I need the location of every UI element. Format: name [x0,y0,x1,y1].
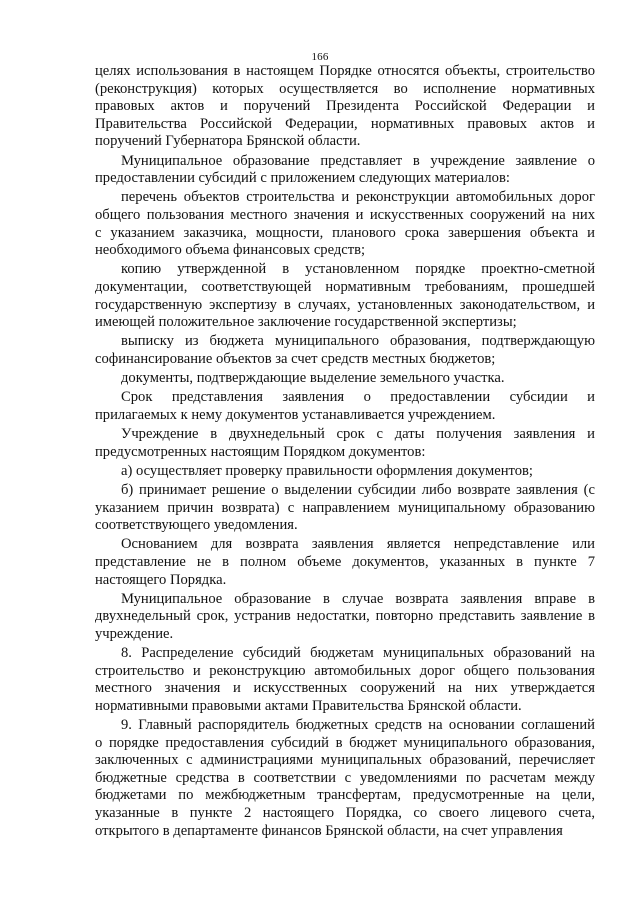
paragraph-p14 [95,717,595,840]
paragraph-p8 [95,426,595,461]
paragraph-line: двухнедельный срок, устранив недостатки, повторно представить заявление в [95,608,595,625]
paragraph-line: поручений Губернатора Брянской области. [95,133,361,150]
paragraph-line: заключенных с администрациями муниципальных образований, перечисляет [95,752,595,769]
paragraph-line: прилагаемых к нему документов устанавливается учреждением. [95,406,496,423]
paragraph-line: а) осуществляет проверку правильности оформления документов; [121,462,533,479]
paragraph-p3 [95,189,595,259]
paragraph-line: выписку из бюджета муниципального образования, подтверждающую [121,333,595,350]
paragraph-line: Учреждение в двухнедельный срок с даты получения заявления и [121,426,595,443]
paragraph-line: нормативными правовыми актами Правительства Брянской области. [95,697,522,714]
paragraph-line: 8. Распределение субсидий бюджетам муниципальных образований на [121,645,595,662]
paragraph-line: документации, соответствующей нормативным требованиям, прошедшей [95,278,595,295]
paragraph-line: (реконструкция) которых осуществляется во исполнение нормативных [95,80,595,97]
paragraph-p9 [95,463,595,481]
paragraph-line: общего пользования местного значения и искусственных сооружений на них [95,206,595,223]
paragraph-line: Основанием для возврата заявления является непредставление или [121,536,595,553]
paragraph-line: указанные в пункте 2 настоящего Порядка, со своего лицевого счета, [95,805,595,822]
paragraph-line: Правительства Российской Федерации, нормативных правовых актов и [95,115,595,132]
paragraph-p2 [95,153,595,188]
paragraph-line: соответствующего уведомления. [95,517,298,534]
paragraph-p4 [95,261,595,331]
paragraph-p10 [95,482,595,535]
paragraph-p13 [95,645,595,715]
paragraph-p7 [95,389,595,424]
paragraph-p5 [95,333,595,368]
paragraph-line: Срок представления заявления о предоставлении субсидии и [121,389,595,406]
paragraph-line: перечень объектов строительства и реконструкции автомобильных дорог [121,189,595,206]
document-body [95,63,595,840]
paragraph-line: учреждение. [95,625,174,642]
paragraph-line: целях использования в настоящем Порядке относятся объекты, строительство [95,63,595,79]
paragraph-line: открытого в департаменте финансов Брянской области, на счет управления [95,822,563,839]
paragraph-line: 9. Главный распорядитель бюджетных средств на основании соглашений [121,717,595,734]
paragraph-line: необходимого объема финансовых средств; [95,242,366,259]
paragraph-line: копию утвержденной в установленном порядке проектно-сметной [121,261,595,278]
paragraph-p12 [95,591,595,644]
paragraph-p6 [95,370,595,388]
paragraph-line: государственную экспертизу в случаях, установленных законодательством, и [95,296,595,313]
paragraph-line: документы, подтверждающие выделение земельного участка. [121,370,505,387]
paragraph-line: о порядке предоставления субсидий в бюджет муниципального образования, [95,734,595,751]
paragraph-p1 [95,63,595,151]
paragraph-line: Муниципальное образование в случае возврата заявления вправе в [121,590,595,607]
paragraph-line: правовых актов и поручений Президента Российской Федерации и [95,98,595,115]
paragraph-line: предусмотренных настоящим Порядком документов: [95,443,426,460]
paragraph-line: имеющей положительное заключение государственной экспертизы; [95,314,517,331]
paragraph-line: предоставлении субсидий с приложением следующих материалов: [95,170,510,187]
paragraph-p11 [95,536,595,589]
paragraph-line: строительство и реконструкцию автомобильных дорог общего пользования [95,662,595,679]
paragraph-line: представление не в полном объеме документов, указанных в пункте 7 [95,553,595,570]
paragraph-line: бюджетные средства в соответствии с уведомлениями по расчетам между [95,769,595,786]
page-number: 166 [311,51,329,63]
paragraph-line: местного значения и искусственных сооружений на них утверждается [95,680,595,697]
paragraph-line: с указанием заказчика, мощности, планового срока завершения объекта и [95,224,595,241]
paragraph-line: указанием причин возврата) с направлением муниципальному образованию [95,499,595,516]
paragraph-line: настоящего Порядка. [95,571,227,588]
paragraph-line: софинансирование объектов за счет средств местных бюджетов; [95,350,496,367]
paragraph-line: бюджетами по межбюджетным трансфертам, предусмотренные на цели, [95,787,595,804]
paragraph-line: Муниципальное образование представляет в учреждение заявление о [121,152,595,169]
paragraph-line: б) принимает решение о выделении субсидии либо возврате заявления (с [121,482,595,498]
